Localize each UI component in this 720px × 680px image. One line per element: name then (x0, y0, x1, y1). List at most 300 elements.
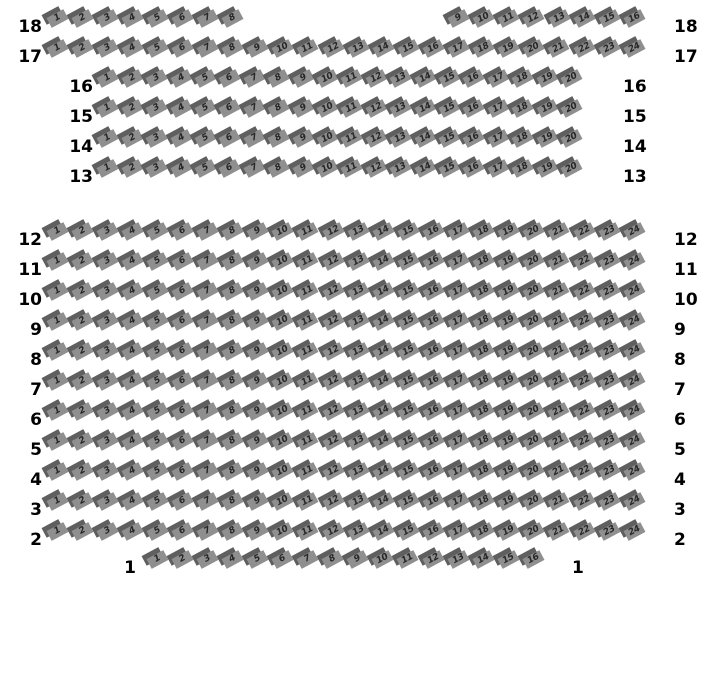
seat-8-15[interactable] (396, 336, 421, 366)
seat-12-22[interactable] (571, 216, 596, 246)
seat-12-7[interactable] (195, 216, 220, 246)
seat-4-23[interactable] (597, 456, 622, 486)
seat-2-10[interactable] (270, 516, 295, 546)
seat-2-18[interactable] (471, 516, 496, 546)
seat-12-10[interactable] (270, 216, 295, 246)
seat-15-18[interactable] (510, 93, 534, 123)
seat-9-10[interactable] (270, 306, 295, 336)
seat-3-10[interactable] (270, 486, 295, 516)
seat-1-1[interactable] (145, 544, 170, 574)
seat-13-6[interactable] (218, 153, 242, 183)
seat-11-24[interactable] (622, 246, 647, 276)
seat-10-12[interactable] (321, 276, 346, 306)
seat-16-20[interactable] (559, 63, 583, 93)
seat-17-23[interactable] (597, 33, 622, 63)
seat-5-24[interactable] (622, 426, 647, 456)
seat-9-18[interactable] (471, 306, 496, 336)
seat-10-4[interactable] (120, 276, 145, 306)
seat-13-7[interactable] (242, 153, 266, 183)
seat-8-4[interactable] (120, 336, 145, 366)
seat-12-16[interactable] (421, 216, 446, 246)
seat-13-19[interactable] (535, 153, 559, 183)
seat-16-2[interactable] (120, 63, 144, 93)
seat-5-8[interactable] (220, 426, 245, 456)
seat-4-18[interactable] (471, 456, 496, 486)
seat-12-11[interactable] (295, 216, 320, 246)
seat-2-16[interactable] (421, 516, 446, 546)
seat-6-11[interactable] (295, 396, 320, 426)
seat-6-10[interactable] (270, 396, 295, 426)
seat-2-24[interactable] (622, 516, 647, 546)
seat-12-5[interactable] (145, 216, 170, 246)
seat-2-22[interactable] (571, 516, 596, 546)
seat-11-22[interactable] (571, 246, 596, 276)
seat-1-5[interactable] (245, 544, 270, 574)
seat-2-14[interactable] (371, 516, 396, 546)
seat-13-13[interactable] (388, 153, 412, 183)
seat-17-16[interactable] (421, 33, 446, 63)
seat-6-21[interactable] (546, 396, 571, 426)
seat-13-4[interactable] (169, 153, 193, 183)
seat-8-5[interactable] (145, 336, 170, 366)
seat-1-11[interactable] (395, 544, 420, 574)
seat-10-5[interactable] (145, 276, 170, 306)
seat-11-13[interactable] (346, 246, 371, 276)
seat-7-14[interactable] (371, 366, 396, 396)
seat-2-20[interactable] (521, 516, 546, 546)
seat-5-22[interactable] (571, 426, 596, 456)
seat-11-18[interactable] (471, 246, 496, 276)
seat-6-13[interactable] (346, 396, 371, 426)
seat-14-20[interactable] (559, 123, 583, 153)
seat-5-19[interactable] (496, 426, 521, 456)
seat-4-1[interactable] (45, 456, 70, 486)
seat-2-7[interactable] (195, 516, 220, 546)
seat-13-20[interactable] (559, 153, 583, 183)
seat-17-22[interactable] (571, 33, 596, 63)
seat-16-11[interactable] (340, 63, 364, 93)
seat-10-9[interactable] (245, 276, 270, 306)
seat-14-19[interactable] (535, 123, 559, 153)
seat-3-4[interactable] (120, 486, 145, 516)
seat-11-10[interactable] (270, 246, 295, 276)
seat-3-22[interactable] (571, 486, 596, 516)
seat-17-12[interactable] (321, 33, 346, 63)
seat-16-16[interactable] (462, 63, 486, 93)
seat-3-17[interactable] (446, 486, 471, 516)
seat-3-2[interactable] (70, 486, 95, 516)
seat-8-8[interactable] (220, 336, 245, 366)
seat-9-9[interactable] (245, 306, 270, 336)
seat-10-22[interactable] (571, 276, 596, 306)
seat-8-17[interactable] (446, 336, 471, 366)
seat-15-14[interactable] (413, 93, 437, 123)
seat-12-4[interactable] (120, 216, 145, 246)
seat-7-6[interactable] (170, 366, 195, 396)
seat-9-3[interactable] (95, 306, 120, 336)
seat-1-8[interactable] (320, 544, 345, 574)
seat-8-20[interactable] (521, 336, 546, 366)
seat-9-8[interactable] (220, 306, 245, 336)
seat-16-12[interactable] (364, 63, 388, 93)
seat-16-3[interactable] (145, 63, 169, 93)
seat-18-1[interactable] (45, 3, 70, 33)
seat-17-8[interactable] (220, 33, 245, 63)
seat-6-17[interactable] (446, 396, 471, 426)
seat-6-18[interactable] (471, 396, 496, 426)
seat-6-4[interactable] (120, 396, 145, 426)
seat-17-2[interactable] (70, 33, 95, 63)
seat-6-12[interactable] (321, 396, 346, 426)
seat-11-5[interactable] (145, 246, 170, 276)
seat-5-3[interactable] (95, 426, 120, 456)
seat-16-4[interactable] (169, 63, 193, 93)
seat-7-10[interactable] (270, 366, 295, 396)
seat-1-16[interactable] (521, 544, 546, 574)
seat-14-16[interactable] (462, 123, 486, 153)
seat-12-24[interactable] (622, 216, 647, 246)
seat-16-6[interactable] (218, 63, 242, 93)
seat-8-19[interactable] (496, 336, 521, 366)
seat-3-13[interactable] (346, 486, 371, 516)
seat-18-10[interactable] (471, 3, 496, 33)
seat-15-1[interactable] (96, 93, 120, 123)
seat-4-3[interactable] (95, 456, 120, 486)
seat-9-7[interactable] (195, 306, 220, 336)
seat-10-24[interactable] (622, 276, 647, 306)
seat-14-6[interactable] (218, 123, 242, 153)
seat-11-17[interactable] (446, 246, 471, 276)
seat-5-20[interactable] (521, 426, 546, 456)
seat-16-19[interactable] (535, 63, 559, 93)
seat-6-15[interactable] (396, 396, 421, 426)
seat-10-7[interactable] (195, 276, 220, 306)
seat-3-12[interactable] (321, 486, 346, 516)
seat-12-2[interactable] (70, 216, 95, 246)
seat-17-17[interactable] (446, 33, 471, 63)
seat-3-7[interactable] (195, 486, 220, 516)
seat-11-4[interactable] (120, 246, 145, 276)
seat-11-19[interactable] (496, 246, 521, 276)
seat-7-22[interactable] (571, 366, 596, 396)
seat-18-15[interactable] (597, 3, 622, 33)
seat-14-12[interactable] (364, 123, 388, 153)
seat-8-18[interactable] (471, 336, 496, 366)
seat-5-17[interactable] (446, 426, 471, 456)
seat-7-2[interactable] (70, 366, 95, 396)
seat-16-9[interactable] (291, 63, 315, 93)
seat-7-20[interactable] (521, 366, 546, 396)
seat-4-6[interactable] (170, 456, 195, 486)
seat-2-23[interactable] (597, 516, 622, 546)
seat-8-10[interactable] (270, 336, 295, 366)
seat-3-1[interactable] (45, 486, 70, 516)
seat-15-7[interactable] (242, 93, 266, 123)
seat-8-24[interactable] (622, 336, 647, 366)
seat-17-6[interactable] (170, 33, 195, 63)
seat-11-15[interactable] (396, 246, 421, 276)
seat-12-20[interactable] (521, 216, 546, 246)
seat-12-14[interactable] (371, 216, 396, 246)
seat-6-22[interactable] (571, 396, 596, 426)
seat-17-15[interactable] (396, 33, 421, 63)
seat-12-15[interactable] (396, 216, 421, 246)
seat-4-8[interactable] (220, 456, 245, 486)
seat-17-13[interactable] (346, 33, 371, 63)
seat-6-9[interactable] (245, 396, 270, 426)
seat-11-2[interactable] (70, 246, 95, 276)
seat-16-10[interactable] (315, 63, 339, 93)
seat-4-16[interactable] (421, 456, 446, 486)
seat-18-16[interactable] (622, 3, 647, 33)
seat-5-21[interactable] (546, 426, 571, 456)
seat-4-13[interactable] (346, 456, 371, 486)
seat-15-8[interactable] (267, 93, 291, 123)
seat-17-14[interactable] (371, 33, 396, 63)
seat-5-16[interactable] (421, 426, 446, 456)
seat-8-2[interactable] (70, 336, 95, 366)
seat-1-7[interactable] (295, 544, 320, 574)
seat-2-3[interactable] (95, 516, 120, 546)
seat-13-16[interactable] (462, 153, 486, 183)
seat-16-18[interactable] (510, 63, 534, 93)
seat-3-15[interactable] (396, 486, 421, 516)
seat-1-2[interactable] (170, 544, 195, 574)
seat-10-2[interactable] (70, 276, 95, 306)
seat-3-16[interactable] (421, 486, 446, 516)
seat-12-18[interactable] (471, 216, 496, 246)
seat-7-7[interactable] (195, 366, 220, 396)
seat-11-23[interactable] (597, 246, 622, 276)
seat-15-3[interactable] (145, 93, 169, 123)
seat-18-7[interactable] (195, 3, 220, 33)
seat-9-12[interactable] (321, 306, 346, 336)
seat-12-19[interactable] (496, 216, 521, 246)
seat-4-14[interactable] (371, 456, 396, 486)
seat-14-3[interactable] (145, 123, 169, 153)
seat-1-13[interactable] (446, 544, 471, 574)
seat-2-9[interactable] (245, 516, 270, 546)
seat-13-1[interactable] (96, 153, 120, 183)
seat-4-10[interactable] (270, 456, 295, 486)
seat-10-14[interactable] (371, 276, 396, 306)
seat-9-14[interactable] (371, 306, 396, 336)
seat-12-6[interactable] (170, 216, 195, 246)
seat-1-10[interactable] (370, 544, 395, 574)
seat-12-21[interactable] (546, 216, 571, 246)
seat-9-1[interactable] (45, 306, 70, 336)
seat-8-21[interactable] (546, 336, 571, 366)
seat-2-4[interactable] (120, 516, 145, 546)
seat-8-6[interactable] (170, 336, 195, 366)
seat-9-24[interactable] (622, 306, 647, 336)
seat-15-11[interactable] (340, 93, 364, 123)
seat-17-10[interactable] (270, 33, 295, 63)
seat-11-3[interactable] (95, 246, 120, 276)
seat-17-20[interactable] (521, 33, 546, 63)
seat-10-21[interactable] (546, 276, 571, 306)
seat-14-1[interactable] (96, 123, 120, 153)
seat-11-14[interactable] (371, 246, 396, 276)
seat-15-12[interactable] (364, 93, 388, 123)
seat-4-15[interactable] (396, 456, 421, 486)
seat-10-20[interactable] (521, 276, 546, 306)
seat-5-15[interactable] (396, 426, 421, 456)
seat-11-16[interactable] (421, 246, 446, 276)
seat-2-8[interactable] (220, 516, 245, 546)
seat-15-19[interactable] (535, 93, 559, 123)
seat-13-14[interactable] (413, 153, 437, 183)
seat-7-13[interactable] (346, 366, 371, 396)
seat-8-3[interactable] (95, 336, 120, 366)
seat-18-14[interactable] (572, 3, 597, 33)
seat-5-6[interactable] (170, 426, 195, 456)
seat-17-21[interactable] (546, 33, 571, 63)
seat-10-3[interactable] (95, 276, 120, 306)
seat-11-12[interactable] (321, 246, 346, 276)
seat-8-22[interactable] (571, 336, 596, 366)
seat-11-20[interactable] (521, 246, 546, 276)
seat-9-23[interactable] (597, 306, 622, 336)
seat-1-3[interactable] (195, 544, 220, 574)
seat-10-13[interactable] (346, 276, 371, 306)
seat-9-13[interactable] (346, 306, 371, 336)
seat-14-7[interactable] (242, 123, 266, 153)
seat-5-11[interactable] (295, 426, 320, 456)
seat-2-5[interactable] (145, 516, 170, 546)
seat-9-22[interactable] (571, 306, 596, 336)
seat-5-10[interactable] (270, 426, 295, 456)
seat-2-19[interactable] (496, 516, 521, 546)
seat-15-15[interactable] (437, 93, 461, 123)
seat-13-12[interactable] (364, 153, 388, 183)
seat-7-1[interactable] (45, 366, 70, 396)
seat-11-8[interactable] (220, 246, 245, 276)
seat-6-2[interactable] (70, 396, 95, 426)
seat-11-6[interactable] (170, 246, 195, 276)
seat-5-23[interactable] (597, 426, 622, 456)
seat-18-13[interactable] (546, 3, 571, 33)
seat-9-2[interactable] (70, 306, 95, 336)
seat-17-9[interactable] (245, 33, 270, 63)
seat-4-24[interactable] (622, 456, 647, 486)
seat-5-7[interactable] (195, 426, 220, 456)
seat-8-7[interactable] (195, 336, 220, 366)
seat-4-17[interactable] (446, 456, 471, 486)
seat-3-20[interactable] (521, 486, 546, 516)
seat-14-9[interactable] (291, 123, 315, 153)
seat-15-2[interactable] (120, 93, 144, 123)
seat-11-11[interactable] (295, 246, 320, 276)
seat-13-15[interactable] (437, 153, 461, 183)
seat-17-3[interactable] (95, 33, 120, 63)
seat-3-19[interactable] (496, 486, 521, 516)
seat-18-2[interactable] (70, 3, 95, 33)
seat-13-8[interactable] (267, 153, 291, 183)
seat-8-11[interactable] (295, 336, 320, 366)
seat-11-9[interactable] (245, 246, 270, 276)
seat-6-7[interactable] (195, 396, 220, 426)
seat-4-20[interactable] (521, 456, 546, 486)
seat-10-17[interactable] (446, 276, 471, 306)
seat-12-23[interactable] (597, 216, 622, 246)
seat-6-3[interactable] (95, 396, 120, 426)
seat-8-12[interactable] (321, 336, 346, 366)
seat-13-9[interactable] (291, 153, 315, 183)
seat-2-6[interactable] (170, 516, 195, 546)
seat-1-15[interactable] (496, 544, 521, 574)
seat-6-14[interactable] (371, 396, 396, 426)
seat-7-3[interactable] (95, 366, 120, 396)
seat-18-12[interactable] (521, 3, 546, 33)
seat-3-5[interactable] (145, 486, 170, 516)
seat-4-12[interactable] (321, 456, 346, 486)
seat-13-10[interactable] (315, 153, 339, 183)
seat-10-19[interactable] (496, 276, 521, 306)
seat-12-13[interactable] (346, 216, 371, 246)
seat-1-12[interactable] (421, 544, 446, 574)
seat-2-17[interactable] (446, 516, 471, 546)
seat-12-1[interactable] (45, 216, 70, 246)
seat-14-11[interactable] (340, 123, 364, 153)
seat-3-8[interactable] (220, 486, 245, 516)
seat-15-13[interactable] (388, 93, 412, 123)
seat-10-10[interactable] (270, 276, 295, 306)
seat-14-15[interactable] (437, 123, 461, 153)
seat-7-24[interactable] (622, 366, 647, 396)
seat-17-4[interactable] (120, 33, 145, 63)
seat-15-4[interactable] (169, 93, 193, 123)
seat-16-1[interactable] (96, 63, 120, 93)
seat-6-20[interactable] (521, 396, 546, 426)
seat-9-4[interactable] (120, 306, 145, 336)
seat-5-2[interactable] (70, 426, 95, 456)
seat-10-23[interactable] (597, 276, 622, 306)
seat-7-19[interactable] (496, 366, 521, 396)
seat-13-2[interactable] (120, 153, 144, 183)
seat-4-9[interactable] (245, 456, 270, 486)
seat-2-21[interactable] (546, 516, 571, 546)
seat-15-20[interactable] (559, 93, 583, 123)
seat-12-17[interactable] (446, 216, 471, 246)
seat-1-6[interactable] (270, 544, 295, 574)
seat-7-17[interactable] (446, 366, 471, 396)
seat-13-18[interactable] (510, 153, 534, 183)
seat-2-12[interactable] (321, 516, 346, 546)
seat-7-18[interactable] (471, 366, 496, 396)
seat-17-7[interactable] (195, 33, 220, 63)
seat-12-12[interactable] (321, 216, 346, 246)
seat-17-11[interactable] (295, 33, 320, 63)
seat-7-4[interactable] (120, 366, 145, 396)
seat-18-9[interactable] (446, 3, 471, 33)
seat-6-19[interactable] (496, 396, 521, 426)
seat-18-6[interactable] (170, 3, 195, 33)
seat-15-10[interactable] (315, 93, 339, 123)
seat-5-9[interactable] (245, 426, 270, 456)
seat-10-6[interactable] (170, 276, 195, 306)
seat-16-15[interactable] (437, 63, 461, 93)
seat-15-9[interactable] (291, 93, 315, 123)
seat-16-17[interactable] (486, 63, 510, 93)
seat-15-17[interactable] (486, 93, 510, 123)
seat-8-14[interactable] (371, 336, 396, 366)
seat-8-1[interactable] (45, 336, 70, 366)
seat-7-21[interactable] (546, 366, 571, 396)
seat-17-1[interactable] (45, 33, 70, 63)
seat-9-21[interactable] (546, 306, 571, 336)
seat-4-19[interactable] (496, 456, 521, 486)
